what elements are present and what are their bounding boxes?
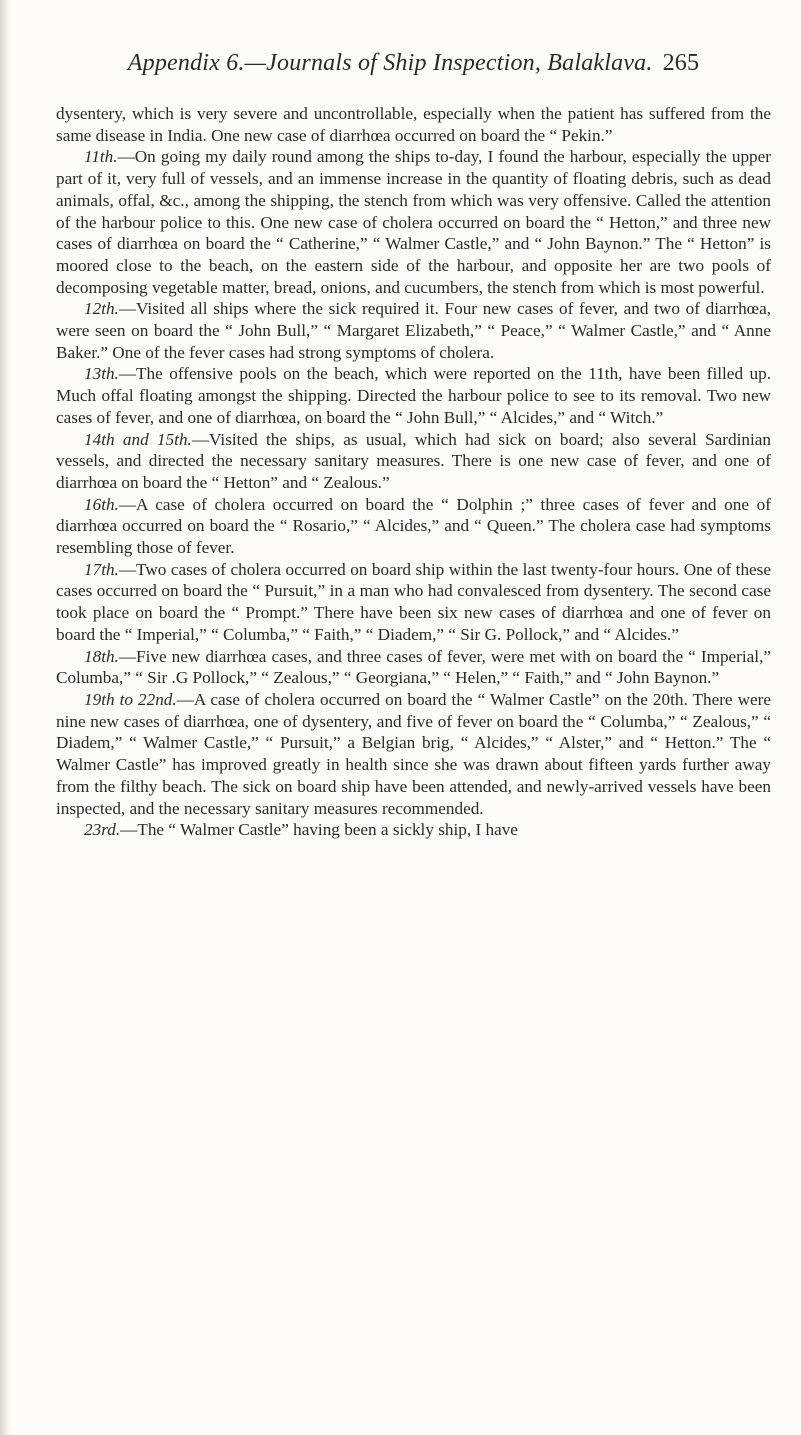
journal-paragraph	[56, 819, 771, 841]
entry-date: 18th.	[84, 646, 119, 666]
entry-text: —A case of cholera occurred on board the “ Walmer Castle” on the 20th. There were nine new cases of diarrhœa, one of dysentery, and five of fever on board the “ Columba,” “ Zealous,” “ Diadem,” “ Walmer Castle,” “ Pursuit,” a Belgian brig, “ Alcides,” “ Alster,” and “ Hetton.” The “ Walmer Castle” has improved greatly in health since she was drawn about fifteen yards further away from the filthy beach. The sick on board ship have been attended, and newly-arrived vessels have been inspected, and the necessary sanitary measures recommended.	[56, 689, 771, 818]
running-head	[56, 50, 771, 77]
entry-text: —Five new diarrhœa cases, and three cases of fever, were met with on board the “ Imperial,” Columba,” “ Sir .G Pollock,” “ Zealous,” “ Georgiana,” “ Helen,” “ Faith,” and “ John Baynon.”	[56, 646, 771, 688]
entry-text: dysentery, which is very severe and uncontrollable, especially when the patient has suffered from the same disease in India. One new case of diarrhœa occurred on board the “ Pekin.”	[56, 104, 771, 145]
entry-text: —Two cases of cholera occurred on board ship within the last twenty-four hours. One of these cases occurred on board the “ Pursuit,” in a man who had convalesced from dysentery. The second case took place on board the “ Prompt.” There have been six new cases of diarrhœa and one of fever on board the “ Imperial,” “ Columba,” “ Faith,” “ Diadem,” “ Sir G. Pollock,” and “ Alcides.”	[56, 559, 771, 644]
journal-paragraph	[56, 646, 771, 689]
page-number: 265	[662, 50, 700, 76]
journal-paragraph	[56, 146, 771, 298]
entry-date: 19th to 22nd.	[84, 689, 177, 709]
entry-date: 23rd.	[84, 820, 121, 840]
journal-paragraph	[56, 429, 771, 494]
entry-text: —Visited all ships where the sick required it. Four new cases of fever, and two of diarrhœa, were seen on board the “ John Bull,” “ Margaret Elizabeth,” “ Peace,” “ Walmer Castle,” and “ Anne Baker.” One of the fever cases had strong symptoms of cholera.	[56, 299, 771, 362]
entry-text: —The “ Walmer Castle” having been a sickly ship, I have	[120, 820, 518, 840]
entry-text: —A case of cholera occurred on board the “ Dolphin ;” three cases of fever and one of diarrhœa occurred on board the “ Rosario,” “ Alcides,” and “ Queen.” The cholera case had symptoms resembling those of fever.	[56, 494, 771, 558]
journal-paragraph	[56, 298, 771, 363]
journal-paragraph	[56, 494, 771, 559]
entry-text: —Visited the ships, as usual, which had sick on board; also several Sardinian vessels, and directed the necessary sanitary measures. There is one new case of fever, and one of diarrhœa on board the “ Hetton” and “ Zealous.”	[56, 429, 771, 492]
entry-date: 13th.	[84, 364, 119, 384]
entry-text: —On going my daily round among the ships to-day, I found the harbour, especially the upper part of it, very full of vessels, and an immense increase in the quantity of floating debris, such as dead animals, offal, &c., among the shipping, the stench from which was very offensive. Called the attention of the harbour police to this. One new case of cholera occurred on board the “ Hetton,” and three new cases of diarrhœa on board the “ Catherine,” “ Walmer Castle,” and “ John Baynon.” The “ Hetton” is moored close to the beach, on the eastern side of the harbour, and opposite her are two pools of decomposing vegetable matter, bread, onions, and cucumbers, the stench from which is most powerful.	[56, 147, 771, 297]
journal-paragraph	[56, 689, 771, 819]
entry-date: 11th.	[84, 147, 118, 167]
running-head-title: Appendix 6.—Journals of Ship Inspection, Balaklava.	[127, 50, 653, 76]
entry-text: —The offensive pools on the beach, which were reported on the 11th, have been filled up. Much offal floating amongst the shipping. Directed the harbour police to see to its removal. Two new cases of fever, and one of diarrhœa, on board the “ John Bull,” “ Alcides,” and “ Witch.”	[56, 364, 771, 427]
journal-text	[56, 103, 771, 841]
journal-paragraph	[56, 559, 771, 646]
entry-date: 14th and 15th.	[84, 429, 192, 449]
entry-date: 17th.	[84, 559, 119, 579]
entry-date: 16th.	[84, 494, 119, 514]
entry-date: 12th.	[84, 299, 119, 319]
journal-paragraph	[56, 363, 771, 428]
journal-paragraph	[56, 103, 771, 146]
